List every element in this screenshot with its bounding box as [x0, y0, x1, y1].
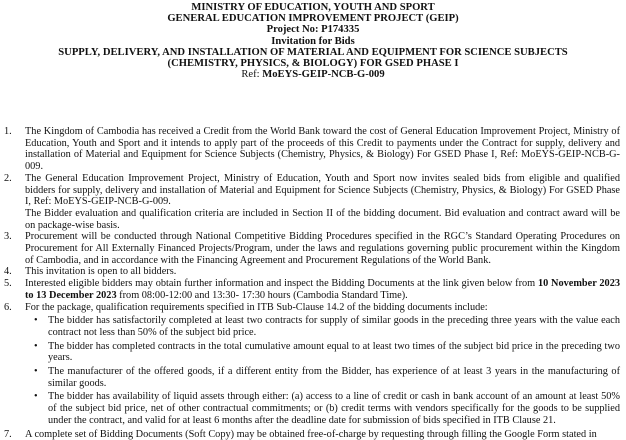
clause-6	[4, 302, 620, 314]
document-title-line-1: SUPPLY, DELIVERY, AND INSTALLATION OF MATERIAL AND EQUIPMENT FOR SCIENCE SUBJECTS	[58, 46, 568, 58]
requirement-text: The bidder has availability of liquid assets through either: (a) access to a line of credit or cash in bank account of an amount at least 50% of the subject bid price, net of other contractual commitments; or (b) credit terms with vendors specifically for the goods to be supplied under the contract, and valid for at least 6 months after the deadline date for submission of bids specified in ITB Clause 21.	[48, 391, 620, 426]
list-item	[4, 341, 620, 364]
clause-5	[4, 278, 620, 301]
bullet-icon: •	[34, 391, 38, 403]
qualification-requirements-list	[4, 315, 620, 426]
bullet-icon: •	[34, 340, 38, 352]
clause-number: 7.	[4, 428, 12, 440]
clause-number: 1.	[4, 126, 12, 137]
document-title-line-2: (CHEMISTRY, PHYSICS, & BIOLOGY) FOR GSED PHASE I	[167, 58, 459, 70]
bullet-icon: •	[34, 366, 38, 378]
clause-4	[4, 266, 620, 278]
list-item	[4, 366, 620, 389]
requirement-text: The bidder has completed contracts in the total cumulative amount equal to at least two times of the subject bid price in the preceding two years.	[48, 340, 620, 364]
clause-text: Interested eligible bidders may obtain further information and inspect the Bidding Documents at the link given below from	[25, 278, 538, 290]
bullet-icon: •	[34, 315, 38, 327]
clause-text: The Kingdom of Cambodia has received a Credit from the World Bank toward the cost of General Education Improvement Project, Ministry of Education, Youth and Sport and it intends to apply part of the proceeds of this Credit to payments under the Contract for supply, delivery and installation of Material and Equipment for Science Subjects (Chemistry, Physics, & Biology) For GSED Phase I, Ref: MoEYS-GEIP-NCB-G-009.	[25, 126, 620, 173]
invitation-heading: Invitation for Bids	[271, 35, 355, 47]
clause-text-hours: from 08:00-12:00 and 13:30- 17:30 hours (Cambodia Standard Time).	[116, 289, 408, 301]
project-name: GENERAL EDUCATION IMPROVEMENT PROJECT (GEIP)	[167, 13, 459, 25]
clause-number: 5.	[4, 278, 12, 290]
reference-label: Ref:	[241, 69, 263, 81]
document-body	[4, 126, 620, 440]
list-item	[4, 315, 620, 338]
clause-number: 3.	[4, 231, 12, 243]
clause-text: For the package, qualification requirements specified in ITB Sub-Clause 14.2 of the bidding documents include:	[25, 301, 488, 313]
clause-1	[4, 126, 620, 173]
clause-7	[4, 429, 620, 440]
clause-2	[4, 173, 620, 208]
clause-text: Procurement will be conducted through National Competitive Bidding Procedures specified in the RGC’s Standard Operating Procedures on Procurement for All Externally Financed Projects/Program, under the laws and regulations governing public procurement within the Kingdom of Cambodia, and in accordance with the Financing Agreement and Procurement Regulations of the World Bank.	[25, 231, 620, 266]
clause-number: 4.	[4, 266, 12, 278]
clause-number: 2.	[4, 172, 12, 184]
clause-text: A complete set of Bidding Documents (Soft Copy) may be obtained free-of-charge by requesting through filling the Google Form stated in	[25, 428, 597, 440]
requirement-text: The manufacturer of the offered goods, if a different entity from the Bidder, has experience of at least 3 years in the manufacturing of similar goods.	[48, 366, 620, 389]
ministry-name: MINISTRY OF EDUCATION, YOUTH AND SPORT	[191, 2, 435, 13]
clause-text: This invitation is open to all bidders.	[25, 266, 177, 278]
document-header	[0, 0, 626, 80]
bidding-period: 10 November 2023 to 13 December 2023	[25, 278, 620, 301]
reference-line	[0, 69, 626, 80]
clause-3	[4, 231, 620, 266]
requirement-text: The bidder has satisfactorily completed at least two contracts for supply of similar goods in the preceding three years with the value each contract not less than 50% of the subject bid price.	[48, 315, 620, 338]
list-item	[4, 391, 620, 426]
clause-2-evaluation-note: The Bidder evaluation and qualification criteria are included in Section II of the bidding document. Bid evaluation and contract award will be on package-wise basis.	[25, 207, 620, 231]
clause-text: The General Education Improvement Project, Ministry of Education, Youth and Sport now invites sealed bids from eligible and qualified bidders for supply, delivery and installation of Material and Equipment for Science Subjects (Chemistry, Physics, & Biology) For GSED Phase I, Ref: MoEYS-GEIP-NCB-G-009.	[25, 172, 620, 208]
reference-number: MoEYS-GEIP-NCB-G-009	[262, 69, 385, 81]
clause-number: 6.	[4, 301, 12, 313]
project-number: Project No: P174335	[266, 24, 360, 36]
